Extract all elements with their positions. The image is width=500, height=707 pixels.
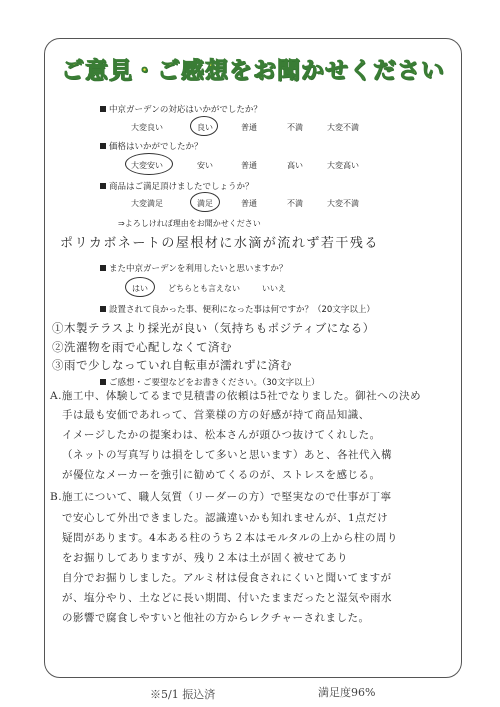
question-price: [100, 140, 203, 152]
option-product-very-dissatisfied[interactable]: 大変不満: [327, 199, 359, 208]
option-reuse-no[interactable]: いいえ: [262, 284, 286, 293]
option-reuse-yes[interactable]: はい: [132, 284, 148, 293]
reason-answer: ポリカボネートの屋根材に水滴が流れず若干残る: [60, 236, 379, 251]
benefit-answer-3: ③雨で少しなっていれ自転車が濡れずに済む: [52, 358, 292, 372]
comment-line: 疑問があります。4本ある柱のうち２本はモルタルの上から柱の周り: [62, 532, 398, 544]
question-benefits-label: 設置されて良かった事、便利になった事は何ですか？（20文字以上）: [109, 305, 375, 315]
question-product: [100, 180, 254, 192]
selected-circle-mark: [125, 277, 155, 297]
option-price-cheap[interactable]: 安い: [197, 161, 213, 170]
comment-line: イメージしたかの提案わは、松本さんが頭ひつ抜けてくれした。: [62, 429, 381, 441]
question-benefits: [100, 303, 375, 315]
option-price-very-expensive[interactable]: 大変高い: [327, 161, 359, 170]
option-price-very-cheap[interactable]: 大変安い: [131, 161, 163, 170]
option-service-dissatisfied[interactable]: 不満: [287, 123, 303, 132]
benefit-answer-2: ②洗濯物を雨で心配しなくて済む: [52, 340, 232, 354]
page-title: ご意見・ご感想をお聞かせください: [61, 58, 445, 84]
comment-line: が、塩分やり、土などに長い期間、付いたままだったと湿気や雨水: [62, 592, 392, 604]
option-product-dissatisfied[interactable]: 不満: [287, 199, 303, 208]
option-service-very-good[interactable]: 大変良い: [131, 123, 163, 132]
satisfaction-score: 満足度96%: [318, 686, 376, 699]
square-bullet-icon: [100, 106, 106, 112]
reason-prompt: ⇒よろしければ理由をお聞かせください: [118, 219, 261, 228]
question-reuse: [100, 262, 287, 274]
option-service-normal[interactable]: 普通: [241, 123, 257, 132]
option-product-normal[interactable]: 普通: [241, 199, 257, 208]
comment-line: をお掘りしてありますが、残り２本は土が固く被せてあり: [62, 552, 348, 564]
selected-circle-mark: [190, 116, 218, 136]
comment-line: 手は最も安価であれって、営業様の方の好感が持て商品知識、: [62, 409, 370, 421]
square-bullet-icon: [100, 379, 106, 385]
payment-note: ※5/1 振込済: [150, 688, 216, 701]
square-bullet-icon: [100, 183, 106, 189]
comment-line: の影響で腐食しやすいと他社の方からレクチャーされました。: [62, 612, 370, 624]
option-product-very-satisfied[interactable]: 大変満足: [131, 199, 163, 208]
option-service-good[interactable]: 良い: [197, 123, 213, 132]
question-comments: [100, 376, 320, 388]
square-bullet-icon: [100, 306, 106, 312]
question-comments-label: ご感想・ご要望などをお書きください。（30文字以上）: [109, 378, 320, 388]
comment-line: 自分でお掘りしました。アルミ材は侵食されにくいと聞いてますが: [62, 572, 392, 584]
question-reuse-label: また中京ガーデンを利用したいと思いますか？: [109, 264, 288, 274]
square-bullet-icon: [100, 265, 106, 271]
option-product-satisfied[interactable]: 満足: [197, 199, 213, 208]
option-service-very-dissatisfied[interactable]: 大変不満: [327, 123, 359, 132]
question-service: [100, 103, 262, 115]
selected-circle-mark: [125, 153, 173, 175]
comment-line: A.施工中、体験してるまで見積書の依頼は5社でなりました。御社への決め: [50, 390, 422, 402]
square-bullet-icon: [100, 143, 106, 149]
option-price-normal[interactable]: 普通: [241, 161, 257, 170]
comment-line: （ネットの写真写りは損をして多いと思います）あと、各社代入構: [62, 449, 392, 461]
benefit-answer-1: ①木製テラスより採光が良い（気持ちもポジティブになる）: [52, 321, 375, 335]
selected-circle-mark: [190, 192, 220, 212]
comment-line: が優位なメーカーを強引に勧めてくるのが、ストレスを感じる。: [62, 469, 381, 481]
question-price-label: 価格はいかがでしたか？: [109, 142, 203, 152]
comment-line: B.施工について、職人気質（リーダーの方）で堅実なので仕事が丁寧: [50, 491, 392, 503]
question-service-label: 中京ガーデンの対応はいかがでしたか？: [109, 105, 262, 115]
option-price-expensive[interactable]: 高い: [287, 161, 303, 170]
comment-line: で安心して外出できました。認識違いかも知れませんが、1点だけ: [62, 512, 389, 524]
question-product-label: 商品はご満足頂けましたでしょうか？: [109, 182, 254, 192]
option-reuse-neutral[interactable]: どちらとも言えない: [168, 284, 240, 293]
